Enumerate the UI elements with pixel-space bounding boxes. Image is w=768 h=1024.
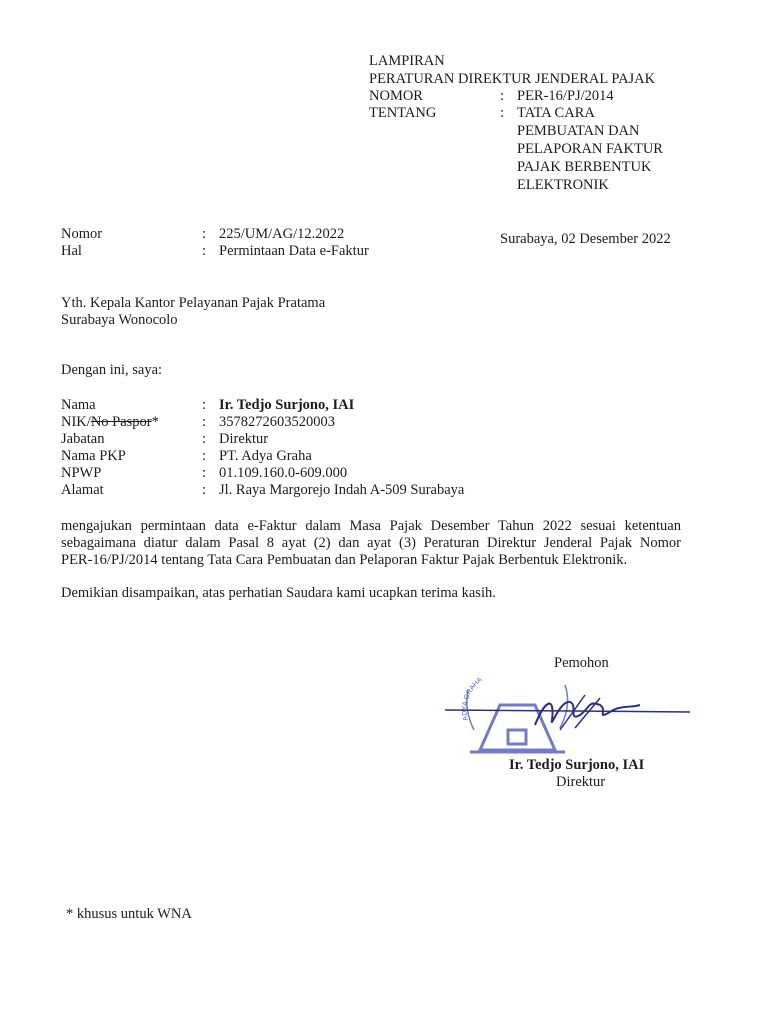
identity-label — [61, 414, 159, 431]
lampiran-nomor-colon: : — [500, 88, 505, 104]
identity-value: PT. Adya Graha — [219, 448, 312, 464]
identity-colon: : — [202, 397, 207, 413]
identity-label: Nama PKP — [61, 448, 126, 464]
identity-label: Alamat — [61, 482, 104, 498]
identity-value: 01.109.160.0-609.000 — [219, 465, 348, 481]
identity-colon: : — [202, 414, 207, 430]
stamp-text: ADYA GRAHA — [461, 676, 484, 722]
letter-hal-value: Permintaan Data e-Faktur — [219, 243, 369, 259]
signature-title: Direktur — [556, 774, 606, 790]
lampiran-tentang-line: PAJAK BERBENTUK — [517, 159, 652, 175]
lampiran-nomor-label: NOMOR — [369, 88, 423, 104]
letter-hal-label: Hal — [61, 243, 82, 259]
identity-colon: : — [202, 448, 207, 464]
lampiran-tentang-line: PEMBUATAN DAN — [517, 123, 640, 139]
lampiran-title: LAMPIRAN — [369, 53, 445, 69]
identity-value: Ir. Tedjo Surjono, IAI — [219, 397, 355, 413]
body-line: mengajukan permintaan data e-Faktur dalam Masa Pajak Desember Tahun 2022 sesuai ketentuan — [61, 518, 681, 534]
recipient-line: Surabaya Wonocolo — [61, 312, 178, 328]
identity-label: NPWP — [61, 465, 102, 481]
svg-text:ADYA GRAHA — [461, 676, 483, 721]
identity-colon: : — [202, 482, 207, 498]
lampiran-tentang-line: TATA CARA — [517, 105, 595, 121]
identity-value: 3578272603520003 — [219, 414, 335, 430]
identity-label: Jabatan — [61, 431, 105, 447]
identity-value: Jl. Raya Margorejo Indah A-509 Surabaya — [219, 482, 465, 498]
letter-nomor-value: 225/UM/AG/12.2022 — [219, 226, 345, 242]
letter-place-date: Surabaya, 02 Desember 2022 — [500, 231, 671, 247]
identity-colon: : — [202, 465, 207, 481]
lampiran-nomor-value: PER-16/PJ/2014 — [517, 88, 614, 104]
signature-role-label: Pemohon — [554, 655, 609, 671]
signature-name: Ir. Tedjo Surjono, IAI — [509, 757, 645, 773]
letter-hal-colon: : — [202, 243, 207, 259]
body-line: PER-16/PJ/2014 tentang Tata Cara Pembuatan dan Pelaporan Faktur Pajak Berbentuk Elektronik. — [61, 552, 628, 568]
letter-nomor-label: Nomor — [61, 226, 103, 242]
identity-label-nik: NIK/ — [61, 414, 91, 430]
lampiran-regulation: PERATURAN DIREKTUR JENDERAL PAJAK — [369, 71, 656, 87]
identity-label-struck: No Paspor — [90, 414, 152, 430]
identity-value: Direktur — [219, 431, 269, 447]
letter-nomor-colon: : — [202, 226, 207, 242]
intro-text: Dengan ini, saya: — [61, 362, 163, 378]
identity-label-suffix: * — [151, 414, 159, 430]
identity-colon: : — [202, 431, 207, 447]
body-line: sebagaimana diatur dalam Pasal 8 ayat (2) dan ayat (3) Peraturan Direktur Jenderal Pajak Nomor — [61, 535, 681, 551]
identity-label: Nama — [61, 397, 96, 413]
recipient-line: Yth. Kepala Kantor Pelayanan Pajak Pratama — [61, 295, 326, 311]
lampiran-tentang-line: ELEKTRONIK — [517, 177, 609, 193]
company-stamp-icon — [440, 660, 700, 760]
body-paragraph — [61, 518, 681, 569]
footnote: * khusus untuk WNA — [66, 906, 192, 922]
lampiran-tentang-colon: : — [500, 105, 505, 121]
closing-text: Demikian disampaikan, atas perhatian Saudara kami ucapkan terima kasih. — [61, 585, 496, 601]
lampiran-tentang-label: TENTANG — [369, 105, 437, 121]
lampiran-tentang-line: PELAPORAN FAKTUR — [517, 141, 663, 157]
